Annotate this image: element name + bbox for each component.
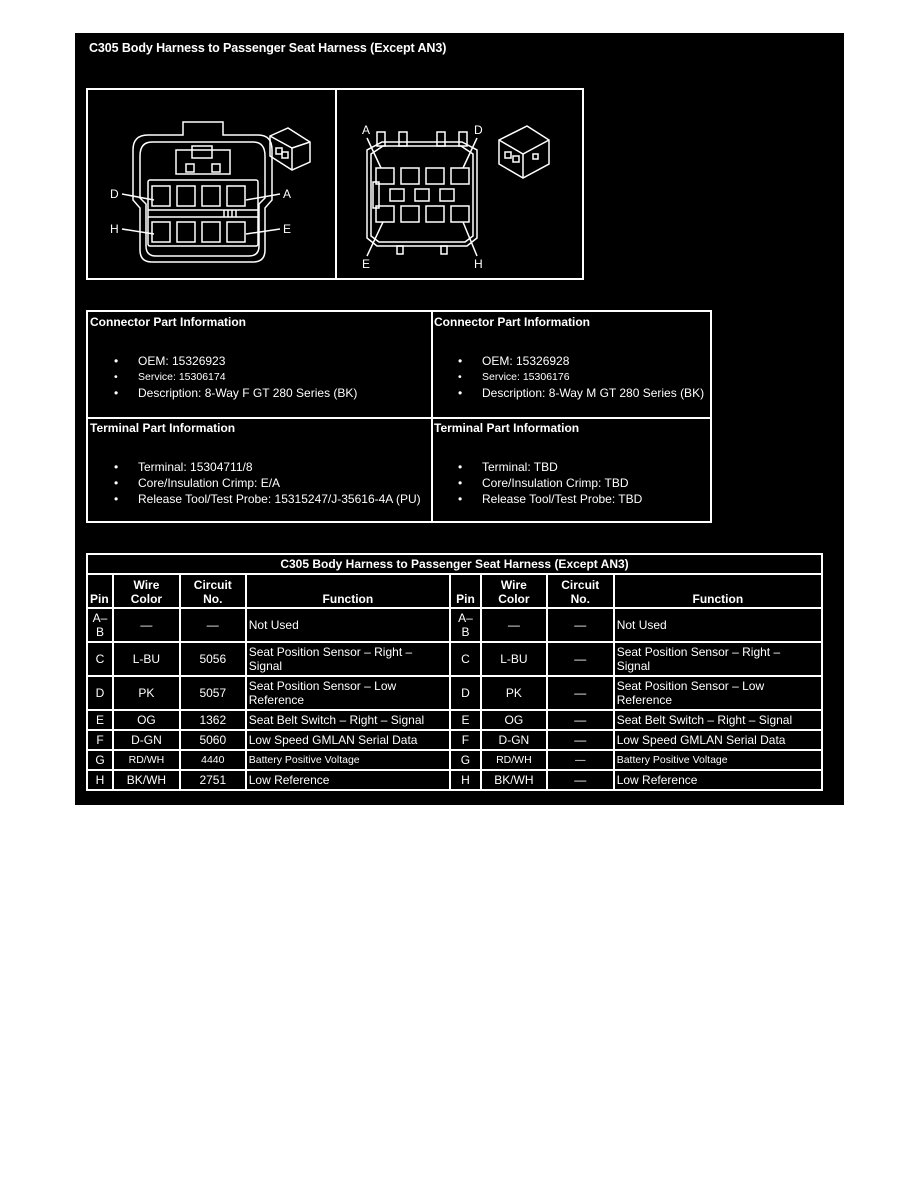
function-cell: Seat Belt Switch – Right – Signal bbox=[246, 710, 450, 730]
column-header: Function bbox=[246, 574, 450, 608]
right-pin-label-h: H bbox=[474, 257, 483, 271]
circuit-cell: 5060 bbox=[180, 730, 246, 750]
wire-color-cell: D-GN bbox=[113, 730, 180, 750]
function-cell: Low Speed GMLAN Serial Data bbox=[614, 730, 822, 750]
list-item: • Service: 15306176 bbox=[458, 369, 704, 385]
function-cell: Low Speed GMLAN Serial Data bbox=[246, 730, 450, 750]
wire-color-cell: BK/WH bbox=[113, 770, 180, 790]
connector-diagrams bbox=[86, 88, 584, 280]
list-item: • Terminal: TBD bbox=[458, 459, 642, 475]
list-item: • Core/Insulation Crimp: E/A bbox=[114, 475, 421, 491]
circuit-cell: 5056 bbox=[180, 642, 246, 676]
wire-color-cell: RD/WH bbox=[481, 750, 547, 770]
function-cell: Not Used bbox=[614, 608, 822, 642]
function-cell: Seat Belt Switch – Right – Signal bbox=[614, 710, 822, 730]
list-item: • Description: 8-Way F GT 280 Series (BK) bbox=[114, 385, 357, 401]
list-item: • Terminal: 15304711/8 bbox=[114, 459, 421, 475]
column-header: Wire Color bbox=[481, 574, 547, 608]
function-cell: Low Reference bbox=[614, 770, 822, 790]
circuit-cell: 2751 bbox=[180, 770, 246, 790]
circuit-cell: — bbox=[180, 608, 246, 642]
pin-cell: F bbox=[87, 730, 113, 750]
wire-color-cell: L-BU bbox=[481, 642, 547, 676]
page-title: C305 Body Harness to Passenger Seat Harness (Except AN3) bbox=[89, 41, 447, 55]
list-item: • OEM: 15326923 bbox=[114, 353, 357, 369]
connector-info-male bbox=[434, 314, 704, 401]
pin-cell: F bbox=[450, 730, 481, 750]
wire-color-cell: RD/WH bbox=[113, 750, 180, 770]
function-cell: Seat Position Sensor – Right – Signal bbox=[614, 642, 822, 676]
male-connector-diagram bbox=[337, 90, 584, 278]
terminal-info-female bbox=[90, 420, 421, 507]
left-pin-label-e: E bbox=[283, 222, 292, 236]
section-heading: Terminal Part Information bbox=[90, 421, 236, 435]
section-heading: Connector Part Information bbox=[434, 315, 591, 329]
table-row bbox=[87, 642, 822, 676]
wire-color-cell: PK bbox=[113, 676, 180, 710]
circuit-cell: — bbox=[547, 770, 614, 790]
wire-color-cell: PK bbox=[481, 676, 547, 710]
section-heading: Connector Part Information bbox=[90, 315, 247, 329]
circuit-cell: — bbox=[547, 608, 614, 642]
pin-cell: E bbox=[450, 710, 481, 730]
wire-color-cell: OG bbox=[481, 710, 547, 730]
column-header: Circuit No. bbox=[180, 574, 246, 608]
pin-cell: G bbox=[87, 750, 113, 770]
diagram-divider bbox=[335, 90, 337, 278]
pin-cell: A– B bbox=[450, 608, 481, 642]
pin-cell: A– B bbox=[87, 608, 113, 642]
pin-cell: E bbox=[87, 710, 113, 730]
female-connector-diagram bbox=[88, 90, 333, 278]
pin-cell: C bbox=[87, 642, 113, 676]
circuit-cell: — bbox=[547, 750, 614, 770]
document-page bbox=[75, 33, 844, 805]
column-header: Function bbox=[614, 574, 822, 608]
part-information-grid bbox=[86, 310, 712, 523]
left-pin-label-d: D bbox=[110, 187, 119, 201]
function-cell: Not Used bbox=[246, 608, 450, 642]
list-item: • Description: 8-Way M GT 280 Series (BK) bbox=[458, 385, 704, 401]
wire-color-cell: OG bbox=[113, 710, 180, 730]
function-cell: Seat Position Sensor – Right – Signal bbox=[246, 642, 450, 676]
function-cell: Battery Positive Voltage bbox=[246, 750, 450, 770]
pin-cell: H bbox=[87, 770, 113, 790]
right-pin-label-a: A bbox=[362, 123, 371, 137]
table-row bbox=[87, 750, 822, 770]
list-item: • Service: 15306174 bbox=[114, 369, 357, 385]
wire-color-cell: BK/WH bbox=[481, 770, 547, 790]
list-item: • OEM: 15326928 bbox=[458, 353, 704, 369]
pin-cell: H bbox=[450, 770, 481, 790]
circuit-cell: 5057 bbox=[180, 676, 246, 710]
column-header: Circuit No. bbox=[547, 574, 614, 608]
column-header: Pin bbox=[450, 574, 481, 608]
function-cell: Low Reference bbox=[246, 770, 450, 790]
info-divider-horizontal bbox=[88, 417, 710, 419]
wire-color-cell: D-GN bbox=[481, 730, 547, 750]
right-pin-label-d: D bbox=[474, 123, 483, 137]
pinout-table bbox=[86, 553, 823, 791]
function-cell: Battery Positive Voltage bbox=[614, 750, 822, 770]
wire-color-cell: — bbox=[113, 608, 180, 642]
circuit-cell: — bbox=[547, 730, 614, 750]
function-cell: Seat Position Sensor – Low Reference bbox=[246, 676, 450, 710]
table-header-row bbox=[87, 574, 822, 608]
table-row bbox=[87, 710, 822, 730]
pin-cell: D bbox=[87, 676, 113, 710]
circuit-cell: — bbox=[547, 642, 614, 676]
table-row bbox=[87, 608, 822, 642]
table-row bbox=[87, 770, 822, 790]
connector-info-female bbox=[90, 314, 357, 401]
pin-cell: D bbox=[450, 676, 481, 710]
circuit-cell: 1362 bbox=[180, 710, 246, 730]
wire-color-cell: L-BU bbox=[113, 642, 180, 676]
wire-color-cell: — bbox=[481, 608, 547, 642]
circuit-cell: — bbox=[547, 676, 614, 710]
left-pin-label-a: A bbox=[283, 187, 292, 201]
list-item: • Release Tool/Test Probe: 15315247/J-35616-4A (PU) bbox=[114, 491, 421, 507]
section-heading: Terminal Part Information bbox=[434, 421, 580, 435]
column-header: Wire Color bbox=[113, 574, 180, 608]
circuit-cell: 4440 bbox=[180, 750, 246, 770]
list-item: • Release Tool/Test Probe: TBD bbox=[458, 491, 642, 507]
left-pin-label-h: H bbox=[110, 222, 119, 236]
pin-cell: C bbox=[450, 642, 481, 676]
circuit-cell: — bbox=[547, 710, 614, 730]
pin-cell: G bbox=[450, 750, 481, 770]
column-header: Pin bbox=[87, 574, 113, 608]
table-caption: C305 Body Harness to Passenger Seat Harness (Except AN3) bbox=[87, 554, 822, 574]
table-row bbox=[87, 676, 822, 710]
table-row bbox=[87, 730, 822, 750]
right-pin-label-e: E bbox=[362, 257, 371, 271]
function-cell: Seat Position Sensor – Low Reference bbox=[614, 676, 822, 710]
terminal-info-male bbox=[434, 420, 642, 507]
list-item: • Core/Insulation Crimp: TBD bbox=[458, 475, 642, 491]
